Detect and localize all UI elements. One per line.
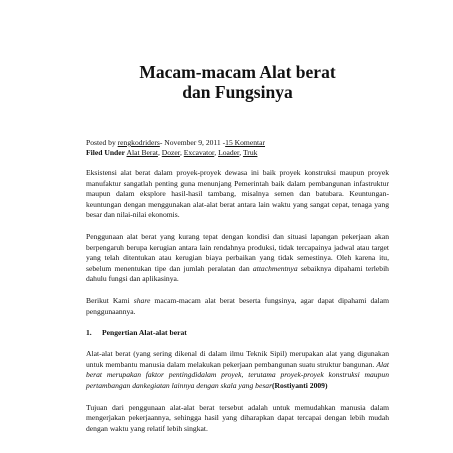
paragraph-2 — [86, 232, 389, 285]
post-date: - November 9, 2011 - — [159, 138, 226, 147]
paragraph-4-citation: (Rostiyanti 2009) — [272, 380, 328, 390]
title-line-2: dan Fungsinya — [182, 82, 293, 102]
paragraph-1: Eksistensi alat berat dalam proyek-proyek dewasa ini baik proyek konstruksi maupun proyek manufaktur sangatlah penting guna menunjang Pemerintah baik dalam pembangunan infastruktur maupun dalam eksplore hasil-hasil tambang, misalnya semen dan batubara. Keuntungan-keuntungan dengan menggunakan alat-alat berat antara lain waktu yang sangat cepat, tenaga yang besar dan nilai-nilai ekonomis. — [86, 168, 389, 220]
posted-by-line — [86, 138, 389, 148]
paragraph-3-text-b: macam-macam alat berat beserta fungsinya, agar dapat dipahami dalam penggunaannya. — [86, 295, 390, 316]
author-link[interactable]: rengkodriders — [117, 138, 160, 147]
section-number: 1. — [86, 328, 92, 338]
section-title: Pengertian Alat-alat berat — [102, 328, 187, 338]
paragraph-3-text-a: Berikut Kami — [86, 295, 130, 305]
tag-link[interactable]: Alat Berat — [126, 148, 158, 157]
paragraph-2-end: sebaiknya dipahami terlebih dahulu fungsi dan aplikasinya. — [86, 263, 389, 284]
paragraph-4-emphasis: Alat berat merupakan faktor pentingdidalam proyek, terutama proyek-proyek konstruksi maupun pertambangan dankegiatan lainnya dengan skala yang besar — [86, 359, 389, 390]
posted-by-label: Posted by — [86, 138, 116, 147]
document-title — [86, 0, 389, 102]
comments-link[interactable]: 15 Komentar — [225, 138, 266, 147]
filed-under-label: Filed Under — [86, 148, 126, 157]
section-heading-1 — [86, 328, 389, 338]
paragraph-4 — [86, 349, 389, 391]
tag-link[interactable]: Excavator — [183, 148, 215, 157]
paragraph-2-emphasis: attachmentnya — [252, 263, 298, 273]
title-line-1: Macam-macam Alat berat — [139, 62, 336, 82]
paragraph-3 — [86, 296, 389, 317]
paragraph-2-text: Penggunaan alat berat yang kurang tepat dengan kondisi dan situasi lapangan pekerjaan akan berpengaruh berupa kerugian antara lain rendahnya produksi, tidak tercapainya jadwal atau target yang telah ditentukan atau kerugian biaya perbaikan yang tidak semestinya. Oleh karena itu, sebelum menentukan tipe dan jumlah peralatan dan — [86, 231, 389, 273]
paragraph-5: Tujuan dari penggunaan alat-alat berat tersebut adalah untuk memudahkan manusia dalam mengerjakan pekerjaannya, sehingga hasil yang diharapkan dapat tercapai dengan lebih mudah dengan waktu yang relatif lebih singkat. — [86, 402, 389, 433]
paragraph-4-text: Alat-alat berat (yang sering dikenal di dalam ilmu Teknik Sipil) merupakan alat yang digunakan untuk membantu manusia dalam melakukan pekerjaan pembangunan suatu struktur bangunan. — [86, 349, 389, 369]
tag-link[interactable]: Truk — [242, 148, 258, 157]
paragraph-3-emphasis: share — [133, 295, 151, 305]
tag-link[interactable]: Dozer — [161, 148, 180, 157]
tag-link[interactable]: Loader — [218, 148, 240, 157]
filed-under-line: Filed Under Alat Berat, Dozer, Excavator, Loader, Truk — [86, 148, 258, 157]
post-meta — [86, 138, 389, 158]
